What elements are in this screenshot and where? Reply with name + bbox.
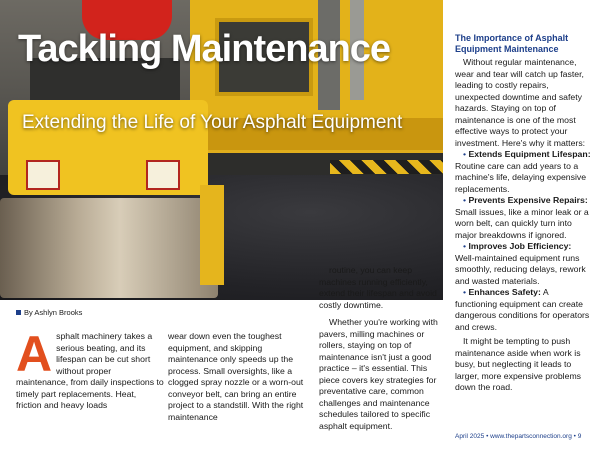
byline [16,308,82,317]
body-text: wear down even the toughest equipment, and skipping maintenance only speeds up the process. Small oversights, like a clogged spray nozzle or a worn-out conveyor belt, can bring an entire project to a standstill. With the right maintenance [168,331,304,422]
list-item-text: Small issues, like a minor leak or a worn belt, can quickly turn into major breakdowns if ignored. [455,206,589,240]
roller-drum [0,198,218,298]
bullet-icon: • [463,149,467,159]
byline-text: By Ashlyn Brooks [24,308,83,317]
body-column-1 [16,326,164,412]
hazard-stripes [330,160,443,174]
bullet-icon: • [463,287,467,297]
page-footer: April 2025 • www.thepartsconnection.org • 9 [455,433,582,440]
roller-headlight-right [146,160,180,190]
list-item-text: A functioning equipment can create dangerous conditions for operators and crews. [455,287,590,332]
body-column-3 [319,265,443,432]
byline-square-icon [16,310,21,315]
article-subtitle: Extending the Life of Your Asphalt Equipment [22,112,403,133]
sidebar-column [455,33,592,394]
list-item-text: Routine care can add years to a machine's life, delaying expensive replacements. [455,160,587,194]
body-paragraph: Whether you're working with pavers, milling machines or rollers, staying on top of maintenance isn't just a good practice – it's essential. This piece covers key strategies for preventative care, common challenges and maintenance schedules tailored to specific asphalt equipment. [319,317,438,431]
body-column-2 [168,331,306,423]
list-item [455,195,592,241]
list-item [455,287,592,333]
list-item [455,241,592,287]
article-title: Tackling Maintenance [18,28,391,70]
bullet-icon: • [463,195,467,205]
section-heading: The Importance of Asphalt Equipment Maintenance [455,33,569,54]
bullet-icon: • [463,241,467,251]
roller-headlight-left [26,160,60,190]
list-item-label: Prevents Expensive Repairs: [468,195,588,205]
body-text: sphalt machinery takes a serious beating, and its lifespan can be cut short without proper maintenance, from daily inspections to timely part replacements. Heat, friction and heavy loads [16,331,164,410]
list-item-label: Improves Job Efficiency: [468,241,572,251]
body-paragraph: routine, you can keep machines running efficiently, extend their lifespan and avoid costly downtime. [319,265,437,310]
section-closing: It might be tempting to push maintenance aside when work is busy, but neglecting it leads to larger, more expensive problems down the road. [455,336,582,392]
list-item-text: Well-maintained equipment runs smoothly, reducing delays, rework and wasted materials. [455,252,586,286]
benefits-list [455,149,592,333]
drop-cap: A [16,326,53,382]
list-item-label: Extends Equipment Lifespan: [468,149,591,159]
list-item-label: Enhances Safety: [468,287,541,297]
roller-drum-frame [200,185,224,285]
hero-photo [0,0,443,300]
section-intro: Without regular maintenance, wear and tear will catch up faster, leading to costly repairs, unexpected downtime and safety hazards. Staying on top of maintenance is one of the most effective ways to protect your investment. Here's why it matters: [455,57,586,148]
list-item [455,149,592,195]
